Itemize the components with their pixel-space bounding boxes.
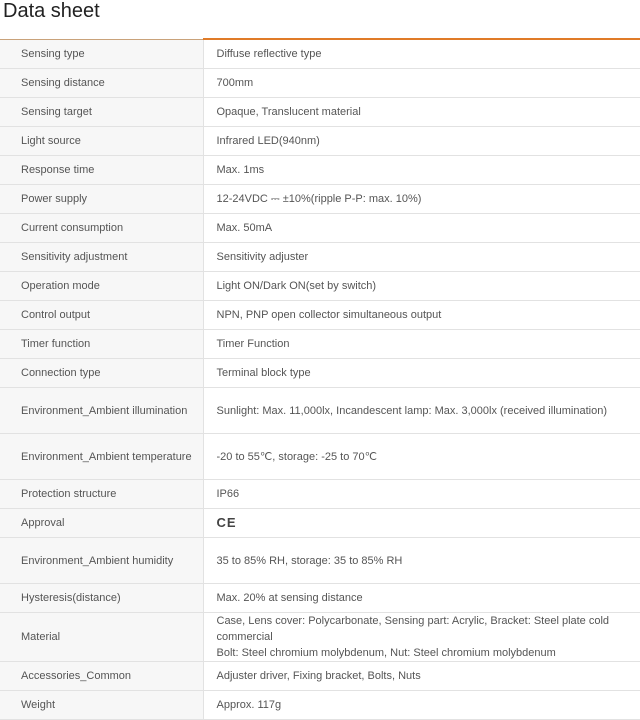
spec-value [203, 613, 640, 662]
spec-label: Hysteresis(distance) [0, 584, 203, 613]
spec-row [0, 388, 640, 434]
spec-row [0, 480, 640, 509]
spec-row [0, 330, 640, 359]
spec-value-text: Terminal block type [216, 367, 311, 379]
spec-row [0, 243, 640, 272]
spec-label: Connection type [0, 359, 203, 388]
spec-value-text: Max. 1ms [216, 164, 265, 176]
spec-value-text: Sensitivity adjuster [216, 251, 309, 263]
spec-value [203, 538, 640, 584]
spec-value [203, 243, 640, 272]
spec-row [0, 39, 640, 69]
spec-row [0, 185, 640, 214]
spec-row [0, 272, 640, 301]
spec-value-text: Opaque, Translucent material [216, 106, 361, 118]
spec-value-text: Timer Function [216, 338, 290, 350]
spec-row [0, 69, 640, 98]
spec-value [203, 434, 640, 480]
spec-table [0, 38, 640, 720]
spec-label: Control output [0, 301, 203, 330]
spec-label: Sensing distance [0, 69, 203, 98]
spec-value [203, 156, 640, 185]
spec-value-text: Max. 20% at sensing distance [216, 592, 363, 604]
spec-row [0, 509, 640, 538]
spec-value-text: Sunlight: Max. 11,000lx, Incandescent lamp: Max. 3,000lx (received illumination) [216, 404, 607, 417]
spec-value [203, 39, 640, 69]
spec-value-text: Adjuster driver, Fixing bracket, Bolts, Nuts [216, 670, 421, 682]
spec-label: Environment_Ambient humidity [0, 538, 203, 584]
spec-value [203, 272, 640, 301]
spec-value [203, 214, 640, 243]
spec-value-line: Case, Lens cover: Polycarbonate, Sensing part: Acrylic, Bracket: Steel plate cold commercial [216, 615, 610, 643]
spec-value [203, 662, 640, 691]
spec-value-text: Infrared LED(940nm) [216, 135, 320, 147]
spec-value-text: Light ON/Dark ON(set by switch) [216, 280, 377, 292]
spec-label: Accessories_Common [0, 662, 203, 691]
spec-value [203, 509, 640, 538]
spec-value [203, 185, 640, 214]
spec-label: Sensitivity adjustment [0, 243, 203, 272]
spec-label: Light source [0, 127, 203, 156]
spec-value-text: 700mm [216, 77, 254, 89]
spec-value [203, 691, 640, 720]
spec-value [203, 359, 640, 388]
spec-value [203, 584, 640, 613]
spec-value-text: NPN, PNP open collector simultaneous output [216, 309, 442, 321]
spec-value-text: Max. 50mA [216, 222, 273, 234]
spec-value [203, 98, 640, 127]
spec-row [0, 434, 640, 480]
spec-label: Sensing type [0, 39, 203, 69]
spec-label: Environment_Ambient temperature [0, 434, 203, 480]
spec-value-line: Bolt: Steel chromium molybdenum, Nut: Steel chromium molybdenum [216, 647, 556, 659]
spec-value [203, 480, 640, 509]
spec-value-text: Diffuse reflective type [216, 48, 322, 60]
spec-value [203, 301, 640, 330]
spec-value-text: 12-24VDC ⎓ ±10%(ripple P-P: max. 10%) [216, 193, 422, 205]
spec-row [0, 156, 640, 185]
ce-mark-icon: CE [216, 514, 237, 530]
spec-value-text: Approx. 117g [216, 699, 282, 711]
spec-label: Operation mode [0, 272, 203, 301]
spec-label: Weight [0, 691, 203, 720]
spec-value [203, 127, 640, 156]
spec-label: Environment_Ambient illumination [0, 388, 203, 434]
spec-value [203, 330, 640, 359]
spec-label: Power supply [0, 185, 203, 214]
spec-value-text: IP66 [216, 488, 240, 500]
spec-row [0, 613, 640, 662]
spec-row [0, 662, 640, 691]
spec-row [0, 301, 640, 330]
spec-row [0, 98, 640, 127]
spec-label: Response time [0, 156, 203, 185]
spec-row [0, 214, 640, 243]
spec-row [0, 359, 640, 388]
spec-value-text: -20 to 55℃, storage: -25 to 70℃ [216, 450, 377, 463]
spec-label: Current consumption [0, 214, 203, 243]
spec-value [203, 388, 640, 434]
spec-label: Sensing target [0, 98, 203, 127]
spec-label: Protection structure [0, 480, 203, 509]
spec-row [0, 584, 640, 613]
spec-value-text: 35 to 85% RH, storage: 35 to 85% RH [216, 554, 403, 567]
spec-row [0, 538, 640, 584]
page-title: Data sheet [3, 0, 100, 22]
spec-value [203, 69, 640, 98]
spec-label: Material [0, 613, 203, 662]
spec-row [0, 691, 640, 720]
spec-label: Approval [0, 509, 203, 538]
spec-row [0, 127, 640, 156]
spec-label: Timer function [0, 330, 203, 359]
